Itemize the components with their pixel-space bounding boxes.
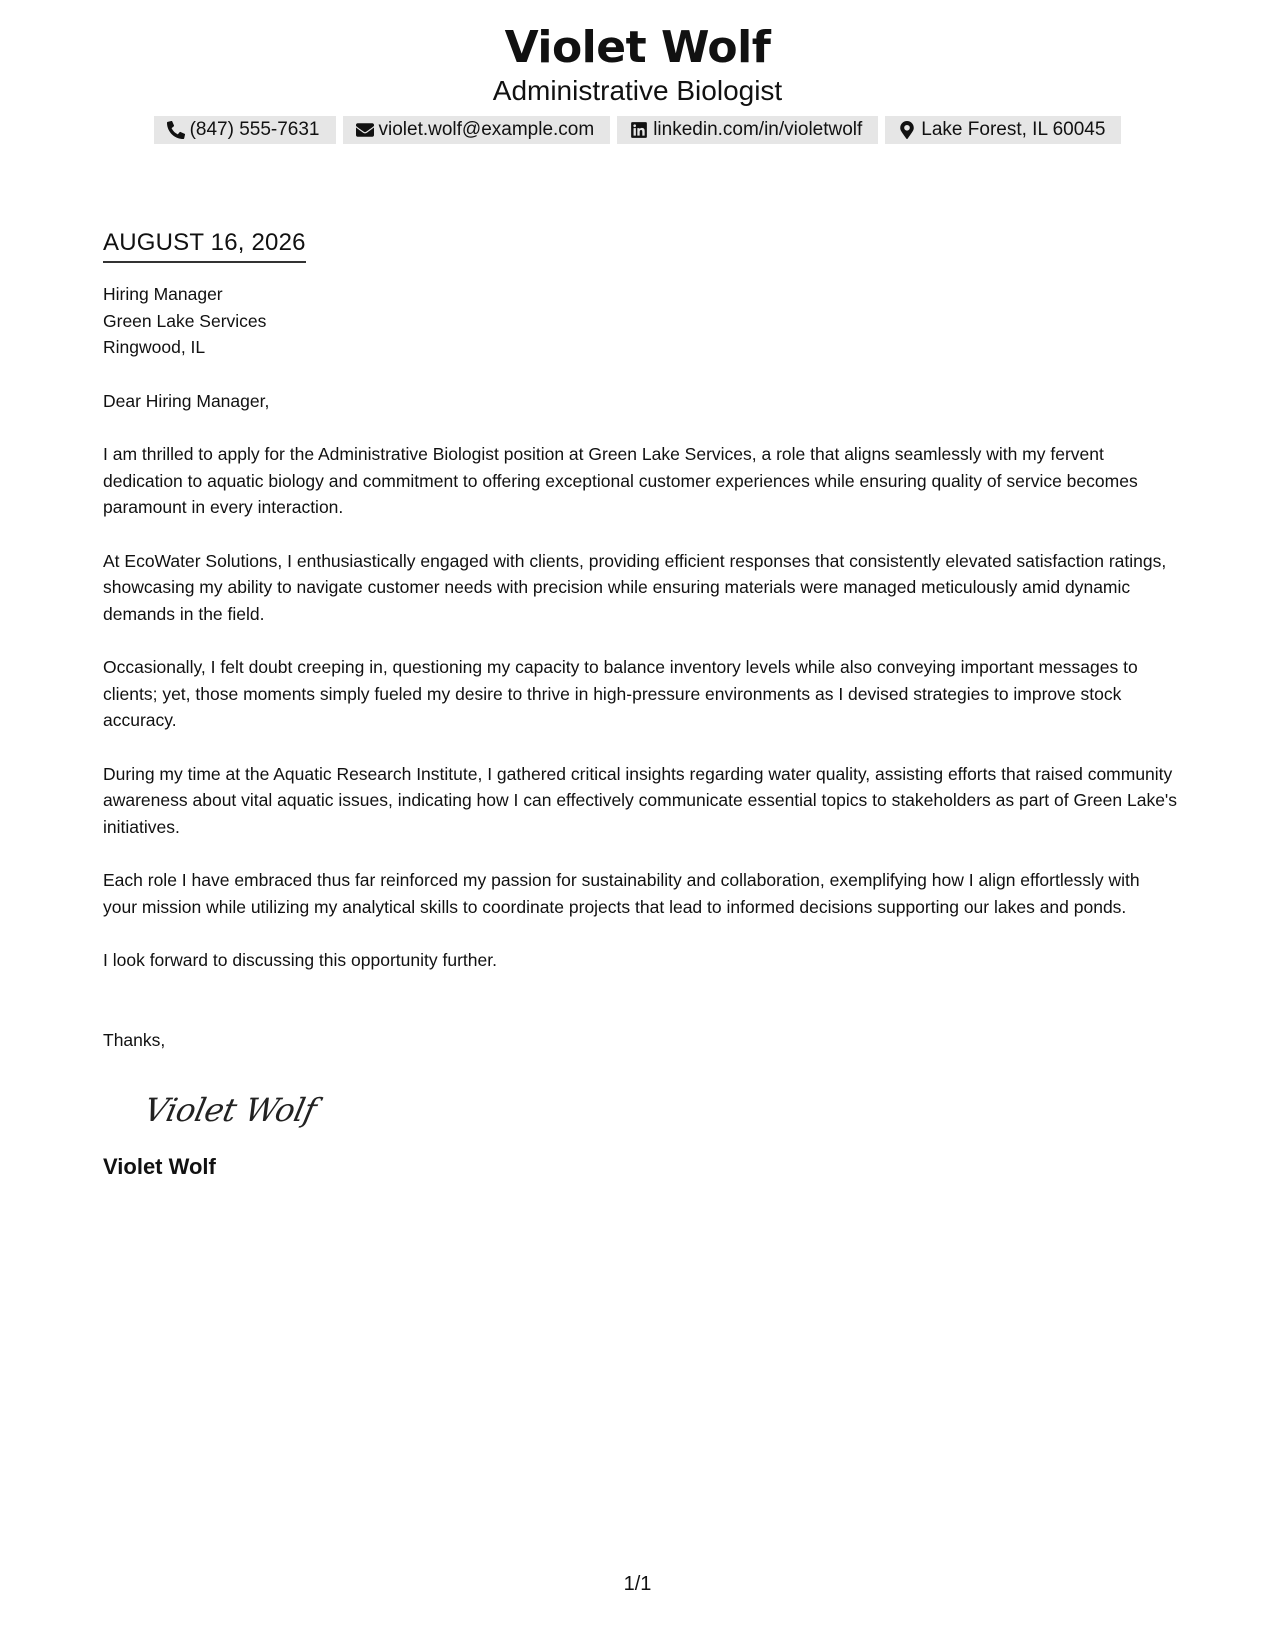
body-paragraph: At EcoWater Solutions, I enthusiastically engaged with clients, providing efficient responses that consistently elevated satisfaction ratings, showcasing my ability to navigate customer needs with precision while ensuring materials were managed meticulously amid dynamic demands in the field. [103,550,1167,624]
letter-body [103,225,1178,1181]
contact-location-text: Lake Forest, IL 60045 [921,119,1106,140]
recipient-line: Hiring Manager [103,284,223,304]
letter-date: AUGUST 16, 2026 [103,225,306,263]
body-paragraph: Occasionally, I felt doubt creeping in, questioning my capacity to balance inventory levels while also conveying important messages to clients; yet, those moments simply fueled my desire to thrive in high-pressure environments as I devised strategies to improve stock accuracy. [103,657,1138,730]
recipient-line: Ringwood, IL [103,337,206,357]
letter-header [0,0,1275,144]
closing: Thanks, [103,1029,166,1050]
body-paragraph: I am thrilled to apply for the Administrative Biologist position at Green Lake Services, a role that aligns seamlessly with my fervent dedication to aquatic biology and commitment to offering exceptional customer experiences while ensuring quality of service becomes paramount in every interaction. [103,444,1138,517]
signature-text: Violet Wolf [141,1091,320,1129]
envelope-icon [356,121,374,139]
page-number: 1/1 [623,1573,652,1595]
contact-bar [0,116,1275,144]
handwritten-signature [141,1081,1178,1141]
printed-name: Violet Wolf [103,1154,216,1179]
recipient-block [103,281,1178,361]
applicant-title: Administrative Biologist [492,75,783,106]
body-paragraph: Each role I have embraced thus far reinforced my passion for sustainability and collaboration, exemplifying how I align effortlessly with your mission while utilizing my analytical skills to coordinate projects that lead to informed decisions supporting our lakes and ponds. [103,870,1140,917]
phone-icon [167,121,185,139]
contact-phone-text: (847) 555-7631 [189,119,320,140]
signature-image [141,1081,331,1141]
map-pin-icon [898,121,916,139]
contact-phone [154,116,336,144]
recipient-line: Green Lake Services [103,310,267,331]
contact-linkedin [617,116,878,144]
contact-email [343,116,611,144]
body-paragraph: During my time at the Aquatic Research Institute, I gathered critical insights regarding water quality, assisting efforts that raised community awareness about vital aquatic issues, indicating how I can effectively communicate essential topics to stakeholders as part of Green Lake's initiatives. [103,763,1178,837]
contact-email-text: violet.wolf@example.com [378,119,595,140]
salutation: Dear Hiring Manager, [103,390,270,411]
contact-location [885,116,1121,144]
linkedin-icon [630,121,648,139]
contact-linkedin-text: linkedin.com/in/violetwolf [653,119,863,140]
applicant-name: Violet Wolf [504,22,771,73]
body-paragraph: I look forward to discussing this opportunity further. [103,950,497,970]
